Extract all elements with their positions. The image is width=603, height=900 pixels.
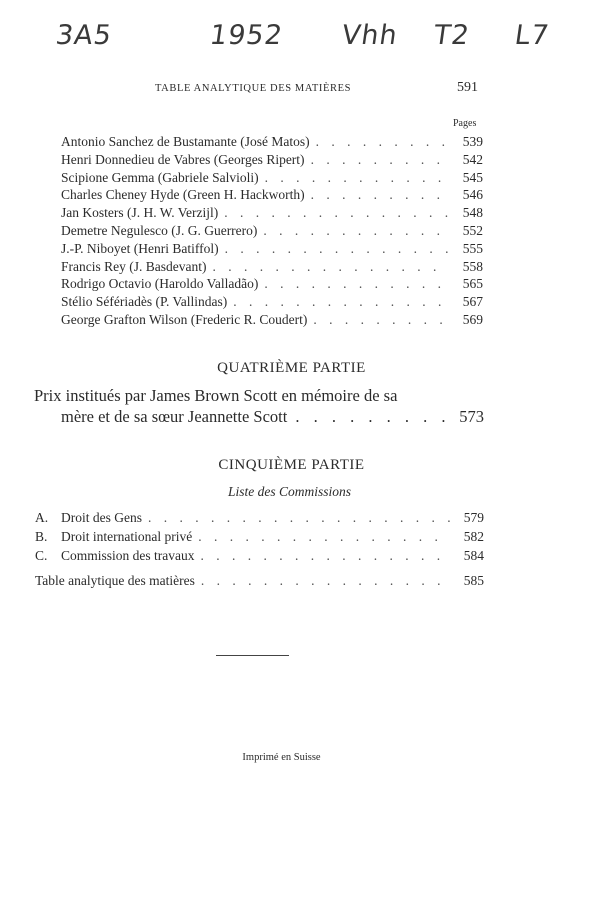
divider-rule [216, 655, 289, 656]
part4-heading: QUATRIÈME PARTIE [217, 360, 366, 376]
leader-dots [311, 152, 449, 168]
toc-entry-page: 565 [462, 276, 483, 292]
toc-entry-page: 567 [462, 294, 483, 310]
part4-entry-line1: Prix institués par James Brown Scott en mémoire de sa [34, 386, 398, 405]
handwritten-note: 3A5 [53, 20, 115, 51]
commission-page: 579 [463, 510, 484, 525]
commission-page: 584 [463, 548, 484, 563]
toc-entry-page: 552 [462, 222, 483, 238]
imprint: Imprimé en Suisse [242, 752, 321, 763]
leader-dots [316, 134, 449, 150]
leader-dots [224, 205, 449, 221]
leader-dots [233, 294, 449, 310]
handwritten-note: L7 [512, 20, 552, 51]
toc-entry-label: Henri Donnedieu de Vabres (Georges Ripert) [61, 151, 305, 167]
toc-entry-label: Charles Cheney Hyde (Green H. Hackworth) [61, 187, 305, 203]
toc-entry-page: 545 [462, 169, 483, 185]
toc-entry-label: Francis Rey (J. Basdevant) [61, 258, 207, 274]
commission-page: 582 [463, 529, 484, 544]
toc-entry [61, 205, 483, 223]
part4-entry-line2-row [34, 407, 484, 427]
toc-entry [61, 241, 483, 259]
commission-letter: A. [35, 510, 49, 525]
toc-entry [61, 312, 483, 330]
toc-entry-label: Scipione Gemma (Gabriele Salvioli) [61, 169, 259, 185]
commission-entry [35, 548, 484, 567]
toc-entry-page: 542 [462, 151, 483, 167]
leader-dots [263, 223, 449, 239]
toc-entry-page: 558 [462, 258, 483, 274]
page-number: 591 [457, 80, 478, 95]
part5-subtitle: Liste des Commissions [227, 484, 352, 499]
toc-entry [61, 294, 483, 312]
commission-label: Droit international privé [61, 529, 193, 544]
leader-dots [265, 170, 449, 186]
commission-list [35, 510, 484, 567]
leader-dots [198, 529, 450, 545]
running-head-title: TABLE ANALYTIQUE DES MATIÈRES [155, 83, 352, 94]
toc-entry [61, 170, 483, 188]
commission-letter: C. [35, 548, 48, 563]
part5-heading: CINQUIÈME PARTIE [218, 457, 365, 473]
leader-dots [225, 241, 449, 257]
toc-entry-label: Antonio Sanchez de Bustamante (José Matos) [61, 134, 310, 149]
commission-entry [35, 510, 484, 529]
part4-entry-line2: mère et de sa sœur Jeannette Scott [61, 407, 288, 426]
toc-entry [61, 152, 483, 170]
part4-entry-page: 573 [459, 407, 484, 426]
commission-entry [35, 529, 484, 548]
toc-entry-label: J.-P. Niboyet (Henri Batiffol) [61, 240, 219, 256]
leader-dots [311, 187, 449, 203]
toc-entry-label: George Grafton Wilson (Frederic R. Coudert) [61, 311, 308, 327]
leader-dots [264, 276, 449, 292]
leader-dots [201, 548, 451, 564]
toc-entry [61, 259, 483, 277]
toc-entry [61, 187, 483, 205]
toc-entry-label: Demetre Negulesco (J. G. Guerrero) [61, 222, 258, 238]
toc-entry-page: 555 [462, 240, 483, 256]
toc-entry [61, 276, 483, 294]
final-entry-label: Table analytique des matières [35, 573, 195, 588]
final-entry [35, 573, 484, 591]
handwritten-year: 1952 [207, 20, 285, 51]
leader-dots [295, 407, 451, 427]
toc-entry-label: Stélio Séfériadès (P. Vallindas) [61, 294, 228, 310]
toc-entry-page: 539 [462, 134, 483, 149]
leader-dots [212, 259, 449, 275]
pages-column-label: Pages [453, 118, 477, 129]
toc-entries [61, 134, 483, 330]
toc-entry-label: Jan Kosters (J. H. W. Verzijl) [61, 205, 219, 221]
handwritten-note: T2 [431, 20, 472, 51]
handwritten-note: Vhh [339, 20, 400, 51]
part4-entry [34, 386, 484, 427]
commission-label: Droit des Gens [61, 510, 142, 525]
commission-letter: B. [35, 529, 48, 544]
commission-label: Commission des travaux [61, 548, 195, 563]
toc-entry-page: 546 [462, 187, 483, 203]
leader-dots [313, 312, 449, 328]
leader-dots [201, 573, 450, 589]
toc-entry [61, 223, 483, 241]
toc-entry-page: 569 [462, 311, 483, 327]
leader-dots [148, 510, 450, 526]
final-entry-page: 585 [463, 573, 484, 588]
toc-entry-label: Rodrigo Octavio (Haroldo Valladão) [61, 276, 259, 292]
toc-entry-page: 548 [462, 205, 483, 221]
toc-entry [61, 134, 483, 152]
